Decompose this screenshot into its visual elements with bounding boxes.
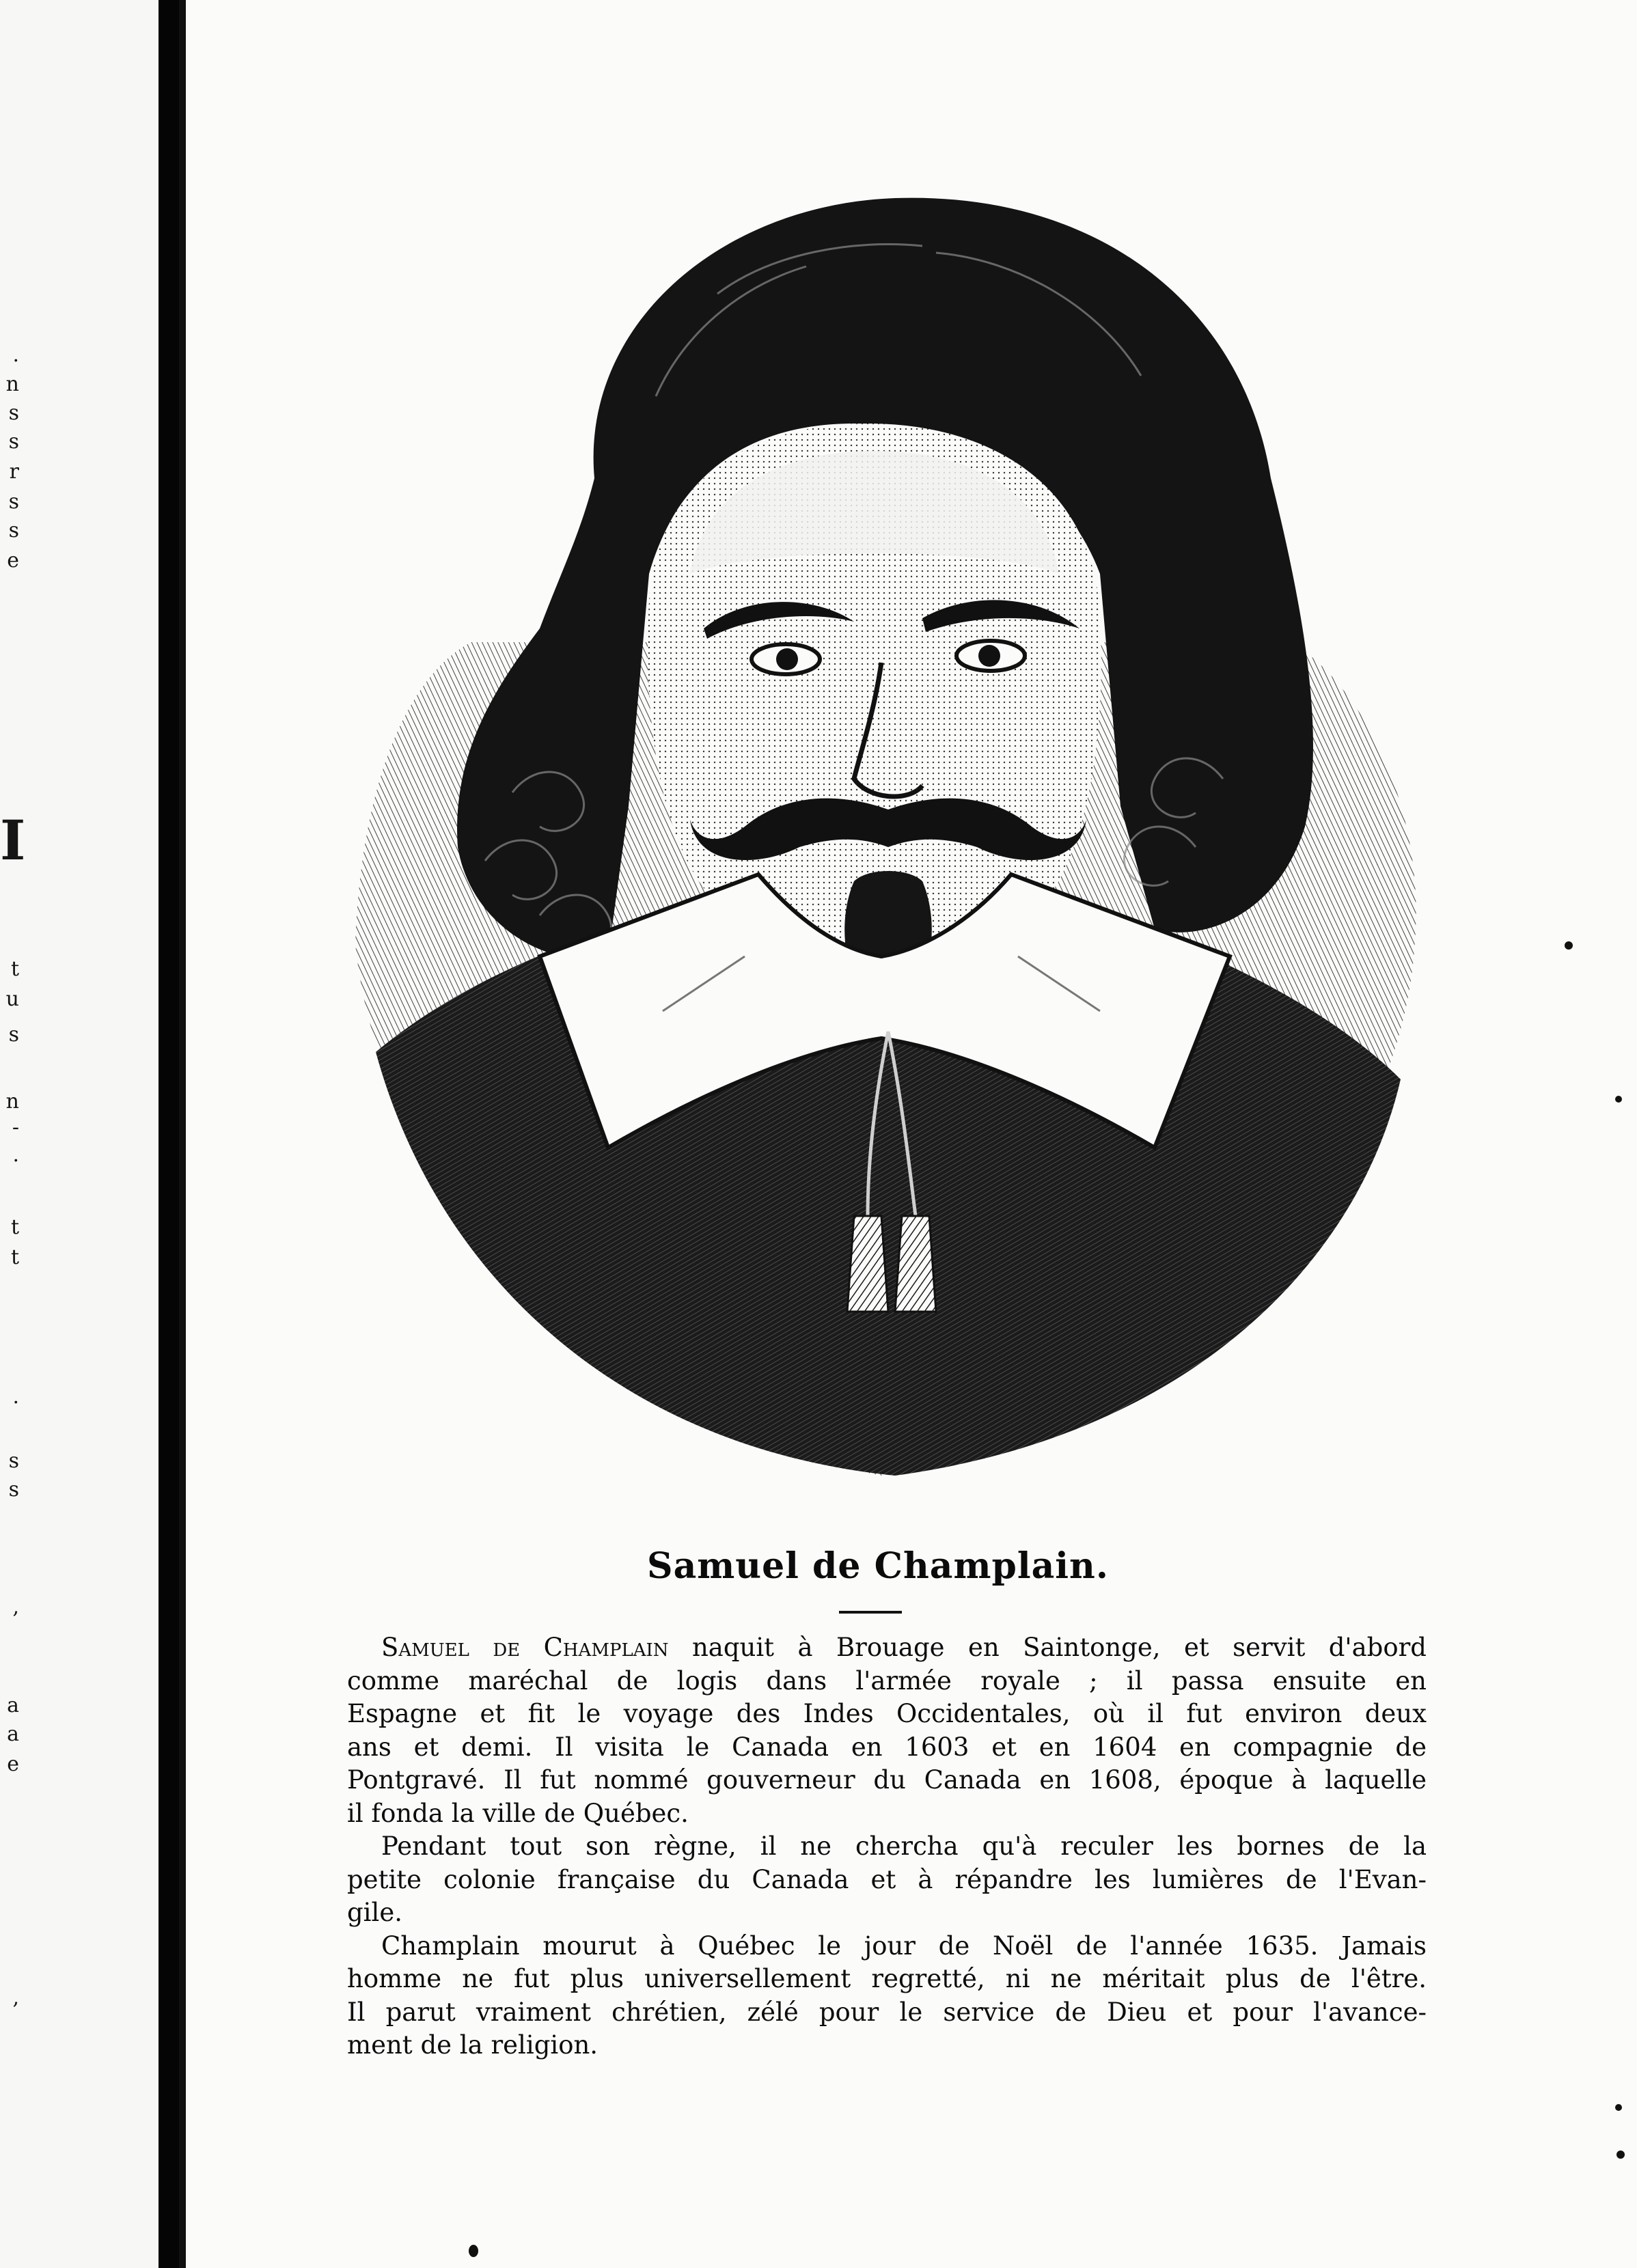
paragraph: [347, 1930, 1427, 2062]
edge-char: ,: [12, 1986, 19, 2010]
text-line: petite colonie française du Canada et à répandre les lumières de l'Evan-: [347, 1864, 1427, 1894]
edge-char: .: [12, 1143, 19, 1167]
edge-char: .: [12, 1385, 19, 1409]
champlain-portrait-engraving: [335, 191, 1428, 1517]
caption-divider: [839, 1611, 902, 1614]
edge-char: u: [5, 987, 19, 1011]
text-line: homme ne fut plus universellement regretté, ni ne méritait plus de l'être.: [347, 1964, 1427, 1993]
line-text: naquit à Brouage en Saintonge, et servit d'abord: [668, 1633, 1427, 1662]
edge-char: ,: [12, 1595, 19, 1619]
edge-char: n: [5, 1090, 19, 1114]
text-line: Champlain mourut à Québec le jour de Noël de l'année 1635. Jamais: [381, 1931, 1427, 1961]
ink-speck: [1615, 2104, 1622, 2111]
ink-speck: [1615, 1096, 1622, 1103]
ink-speck: [1617, 2151, 1625, 2159]
binding-gutter: [159, 0, 179, 2268]
edge-char: r: [9, 460, 19, 484]
text-line: il fonda la ville de Québec.: [347, 1798, 689, 1828]
paragraph: [347, 1631, 1427, 1830]
edge-char: .: [12, 343, 19, 367]
edge-char: e: [7, 1752, 19, 1776]
edge-char: e: [7, 549, 19, 572]
biography-text: [347, 1631, 1427, 2062]
edge-char: t: [10, 957, 19, 981]
edge-char: s: [8, 518, 19, 542]
ink-speck: [469, 2245, 478, 2257]
name-lead: Samuel de Champlain: [381, 1633, 669, 1662]
text-line: comme maréchal de logis dans l'armée royale ; il passa ensuite en: [347, 1665, 1427, 1696]
edge-char: s: [8, 401, 19, 425]
text-line: Pontgravé. Il fut nommé gouverneur du Canada en 1608, époque à laquelle: [347, 1765, 1427, 1795]
edge-char: I: [0, 808, 26, 872]
left-page-edge: [0, 0, 159, 2268]
text-line: ans et demi. Il visita le Canada en 1603 et en 1604 en compagnie de: [347, 1732, 1427, 1762]
edge-char: t: [10, 1245, 19, 1269]
edge-char: a: [7, 1693, 19, 1717]
edge-char: a: [7, 1722, 19, 1746]
edge-char: n: [5, 372, 19, 396]
text-line: Espagne et fit le voyage des Indes Occidentales, où il fut environ deux: [347, 1699, 1427, 1728]
edge-char: s: [8, 1478, 19, 1502]
text-line: Pendant tout son règne, il ne chercha qu'à reculer les bornes de la: [381, 1831, 1427, 1861]
edge-char: t: [10, 1215, 19, 1239]
edge-char: s: [8, 430, 19, 454]
text-line: gile.: [347, 1898, 403, 1927]
text-line: [347, 1631, 1427, 1665]
paragraph: [347, 1830, 1427, 1930]
edge-char: -: [12, 1116, 19, 1139]
edge-char: s: [8, 490, 19, 514]
edge-char: s: [8, 1023, 19, 1047]
ink-speck: [1565, 941, 1573, 950]
edge-char: s: [8, 1449, 19, 1473]
text-line: ment de la religion.: [347, 2030, 599, 2060]
portrait-caption: Samuel de Champlain.: [647, 1545, 1109, 1587]
text-line: Il parut vraiment chrétien, zélé pour le service de Dieu et pour l'avance-: [347, 1997, 1427, 2027]
page-edge-rule: [179, 0, 186, 2268]
